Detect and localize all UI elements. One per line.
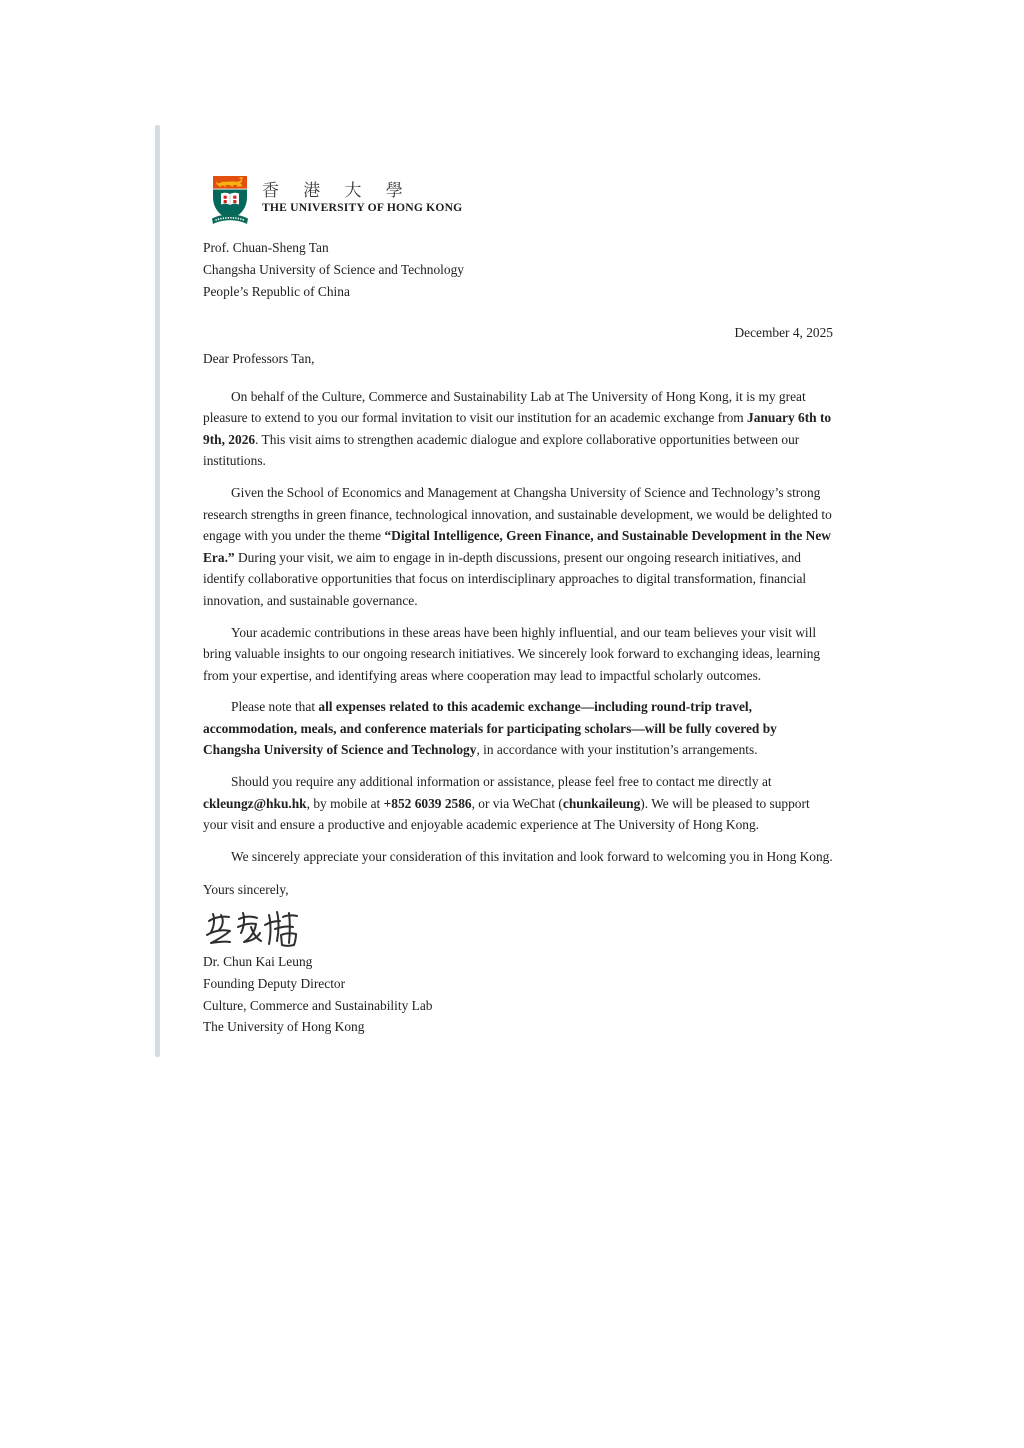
- invitation-letter: [203, 174, 833, 1038]
- motto-banner: [212, 215, 248, 225]
- hku-crest-icon: [210, 174, 250, 228]
- university-name-chinese: 香 港 大 學: [262, 181, 413, 200]
- closing-phrase: Yours sincerely,: [203, 882, 289, 898]
- recipient-name: Prof. Chuan-Sheng Tan: [203, 240, 329, 255]
- signer-title: Founding Deputy Director: [203, 975, 346, 991]
- signer-institution: The University of Hong Kong: [203, 1019, 365, 1035]
- signature-icon: [203, 907, 307, 951]
- paragraph-contact: Should you require any additional information or assistance, please feel free to contact me directly at ckleungz@hku.hk, by mobile at +852 6039 2586, or via WeChat (chunkaileung). We will be pleased to support your visit and ensure a productive and enjoyable academic experience at The University of Hong Kong.: [203, 774, 810, 833]
- university-name-english: THE UNIVERSITY OF HONG KONG: [262, 201, 463, 214]
- paragraph-contributions: Your academic contributions in these areas have been highly influential, and our team believes your visit will bring valuable insights to our ongoing research initiatives. We sincerely look forward to exchanging ideas, learning from your expertise, and identifying areas where cooperation may lead to impactful scholarly outcomes.: [203, 624, 821, 683]
- book-glyph: [221, 193, 239, 205]
- paragraph-invitation: On behalf of the Culture, Commerce and Sustainability Lab at The University of Hong Kong, it is my great pleasure to extend to you our formal invitation to visit our institution for an academic exchange from January 6th to 9th, 2026. This visit aims to strengthen academic dialogue and explore collaborative opportunities between our institutions.: [203, 388, 832, 469]
- paragraph-expenses: Please note that all expenses related to this academic exchange—including round-trip travel, accommodation, meals, and conference materials for participating scholars—will be fully covered by Changsha University of Science and Technology, in accordance with your institution’s arrangements.: [203, 699, 777, 758]
- paragraph-appreciation: We sincerely appreciate your consideration of this invitation and look forward to welcoming you in Hong Kong.: [231, 848, 833, 864]
- recipient-institution: Changsha University of Science and Technology: [203, 261, 464, 277]
- letterhead-names: [262, 174, 462, 215]
- letter-date: December 4, 2025: [734, 325, 833, 341]
- page-edge-line: [155, 125, 160, 1057]
- recipient-block: [203, 237, 833, 302]
- signer-name: Dr. Chun Kai Leung: [203, 954, 313, 970]
- letterhead: [210, 174, 833, 228]
- signer-organization: Culture, Commerce and Sustainability Lab: [203, 997, 433, 1013]
- recipient-country: People’s Republic of China: [203, 283, 350, 299]
- signer-block: [203, 951, 833, 1038]
- salutation: Dear Professors Tan,: [203, 350, 315, 366]
- handwritten-signature: [203, 907, 833, 951]
- paragraph-theme: Given the School of Economics and Management at Changsha University of Science and Technology’s strong research strengths in green finance, technological innovation, and sustainable development, we would be delighted to engage with you under the theme “Digital Intelligence, Green Finance, and Sustainable Development in the New Era.” During your visit, we aim to engage in in-depth discussions, present our ongoing research initiatives, and identify collaborative opportunities that focus on interdisciplinary approaches to digital transformation, financial innovation, and sustainable governance.: [203, 484, 832, 608]
